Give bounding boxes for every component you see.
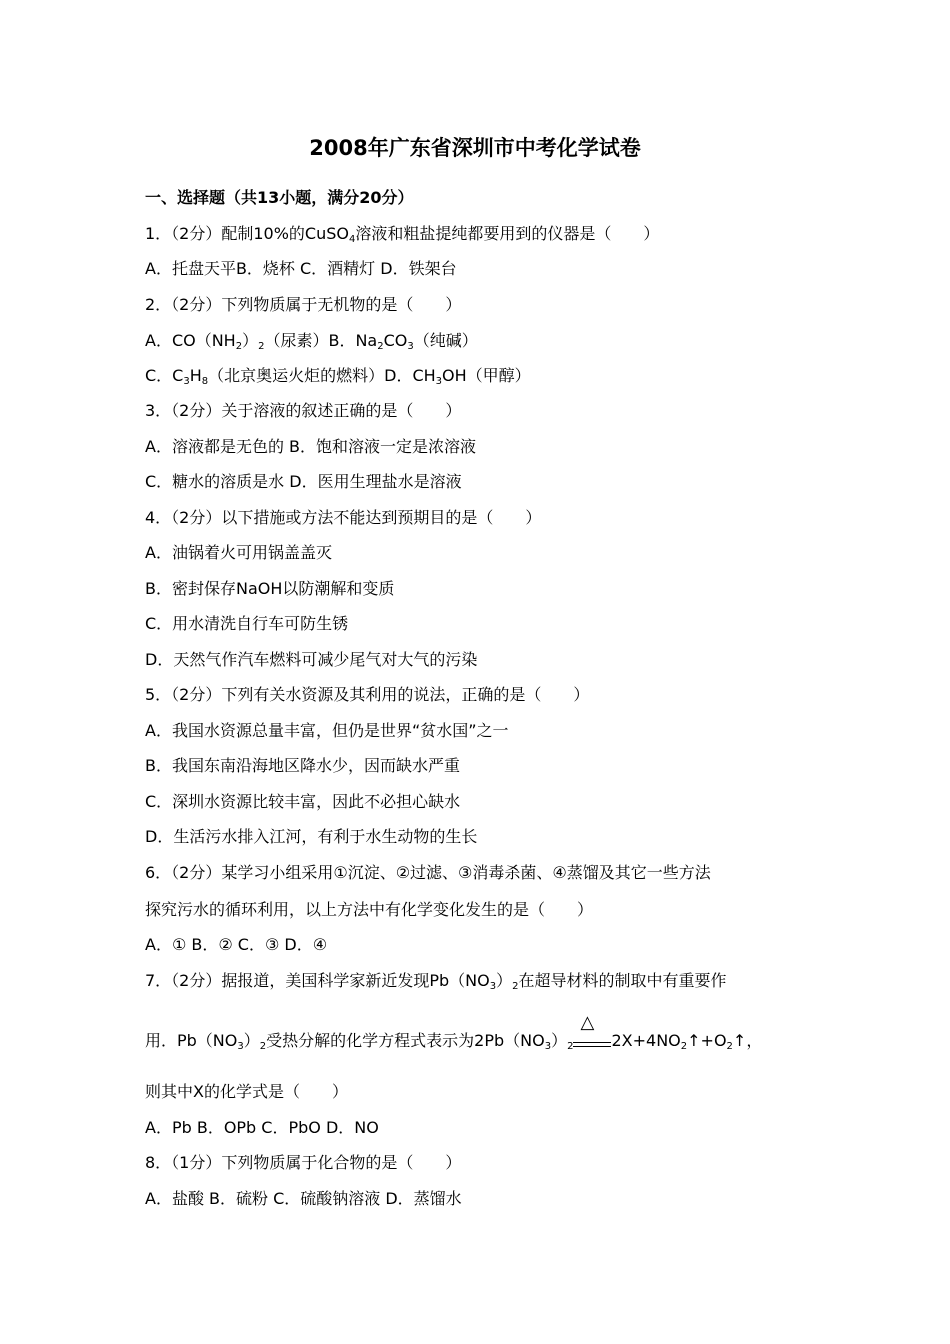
question-6-stem-line-1: 6．（2分）某学习小组采用①沉淀、②过滤、③消毒杀菌、④蒸馏及其它一些方法 [145, 863, 711, 882]
question-3-options-cd: C．糖水的溶质是水 D．医用生理盐水是溶液 [145, 472, 462, 491]
question-7-stem-line-3: 则其中X的化学式是（ ） [145, 1082, 348, 1101]
question-1-options: A．托盘天平B．烧杯 C．酒精灯 D．铁架台 [145, 259, 457, 278]
question-4-stem: 4．（2分）以下措施或方法不能达到预期目的是（ ） [145, 508, 542, 527]
question-3-stem: 3．（2分）关于溶液的叙述正确的是（ ） [145, 401, 462, 420]
question-5-option-d: D．生活污水排入江河，有利于水生动物的生长 [145, 827, 478, 846]
question-7-equation-line: 用．$Pb(NO_3)_2$受热分解的化学方程式表示为$2Pb(NO_3)_2$ △ $2X+4NO_2↑+O_2↑$， [145, 1012, 763, 1052]
question-4-option-b: B．密封保存NaOH以防潮解和变质 [145, 579, 395, 598]
question-7-options: A．Pb B．OPb C．PbO D．NO [145, 1118, 379, 1137]
question-8-options: A．盐酸 B．硫粉 C．硫酸钠溶液 D．蒸馏水 [145, 1189, 462, 1208]
question-6-options: A．① B．② C．③ D．④ [145, 935, 328, 954]
question-1-stem: 1．（2分）配制10%的CuSO$_4$溶液和粗盐提纯都要用到的仪器是（ ） [145, 224, 660, 245]
question-2-options-cd: C．$C_3H_8$（北京奥运火炬的燃料）D．$CH_3OH$（甲醇） [145, 366, 531, 387]
section-heading: 一、选择题（共13小题，满分20分） [145, 188, 414, 207]
question-5-stem: 5．（2分）下列有关水资源及其利用的说法，正确的是（ ） [145, 685, 590, 704]
question-5-option-b: B．我国东南沿海地区降水少，因而缺水严重 [145, 756, 460, 775]
question-3-options-ab: A．溶液都是无色的 B．饱和溶液一定是浓溶液 [145, 437, 477, 456]
question-4-option-d: D．天然气作汽车燃料可减少尾气对大气的污染 [145, 650, 478, 669]
delta-icon: △ [580, 1012, 595, 1033]
question-2-options-ab: A．$CO(NH_2)_2$（尿素）B．$Na_2CO_3$（纯碱） [145, 331, 478, 352]
question-8-stem: 8．（1分）下列物质属于化合物的是（ ） [145, 1153, 462, 1172]
question-6-stem-line-2: 探究污水的循环利用，以上方法中有化学变化发生的是（ ） [145, 900, 594, 919]
question-5-option-a: A．我国水资源总量丰富，但仍是世界“贫水国”之一 [145, 721, 509, 740]
page-title: 2008年广东省深圳市中考化学试卷 [309, 136, 641, 160]
question-7-stem-line-1: 7．（2分）据报道，美国科学家新近发现$Pb(NO_3)_2$在超导材料的制取中有重要作 [145, 971, 727, 992]
double-equals-bar [573, 1042, 611, 1047]
question-5-option-c: C．深圳水资源比较丰富，因此不必担心缺水 [145, 792, 461, 811]
question-4-option-c: C．用水清洗自行车可防生锈 [145, 614, 349, 633]
question-2-stem: 2．（2分）下列物质属于无机物的是（ ） [145, 295, 462, 314]
question-4-option-a: A．油锅着火可用锅盖盖灭 [145, 543, 332, 562]
heating-condition-sign [573, 1012, 611, 1053]
